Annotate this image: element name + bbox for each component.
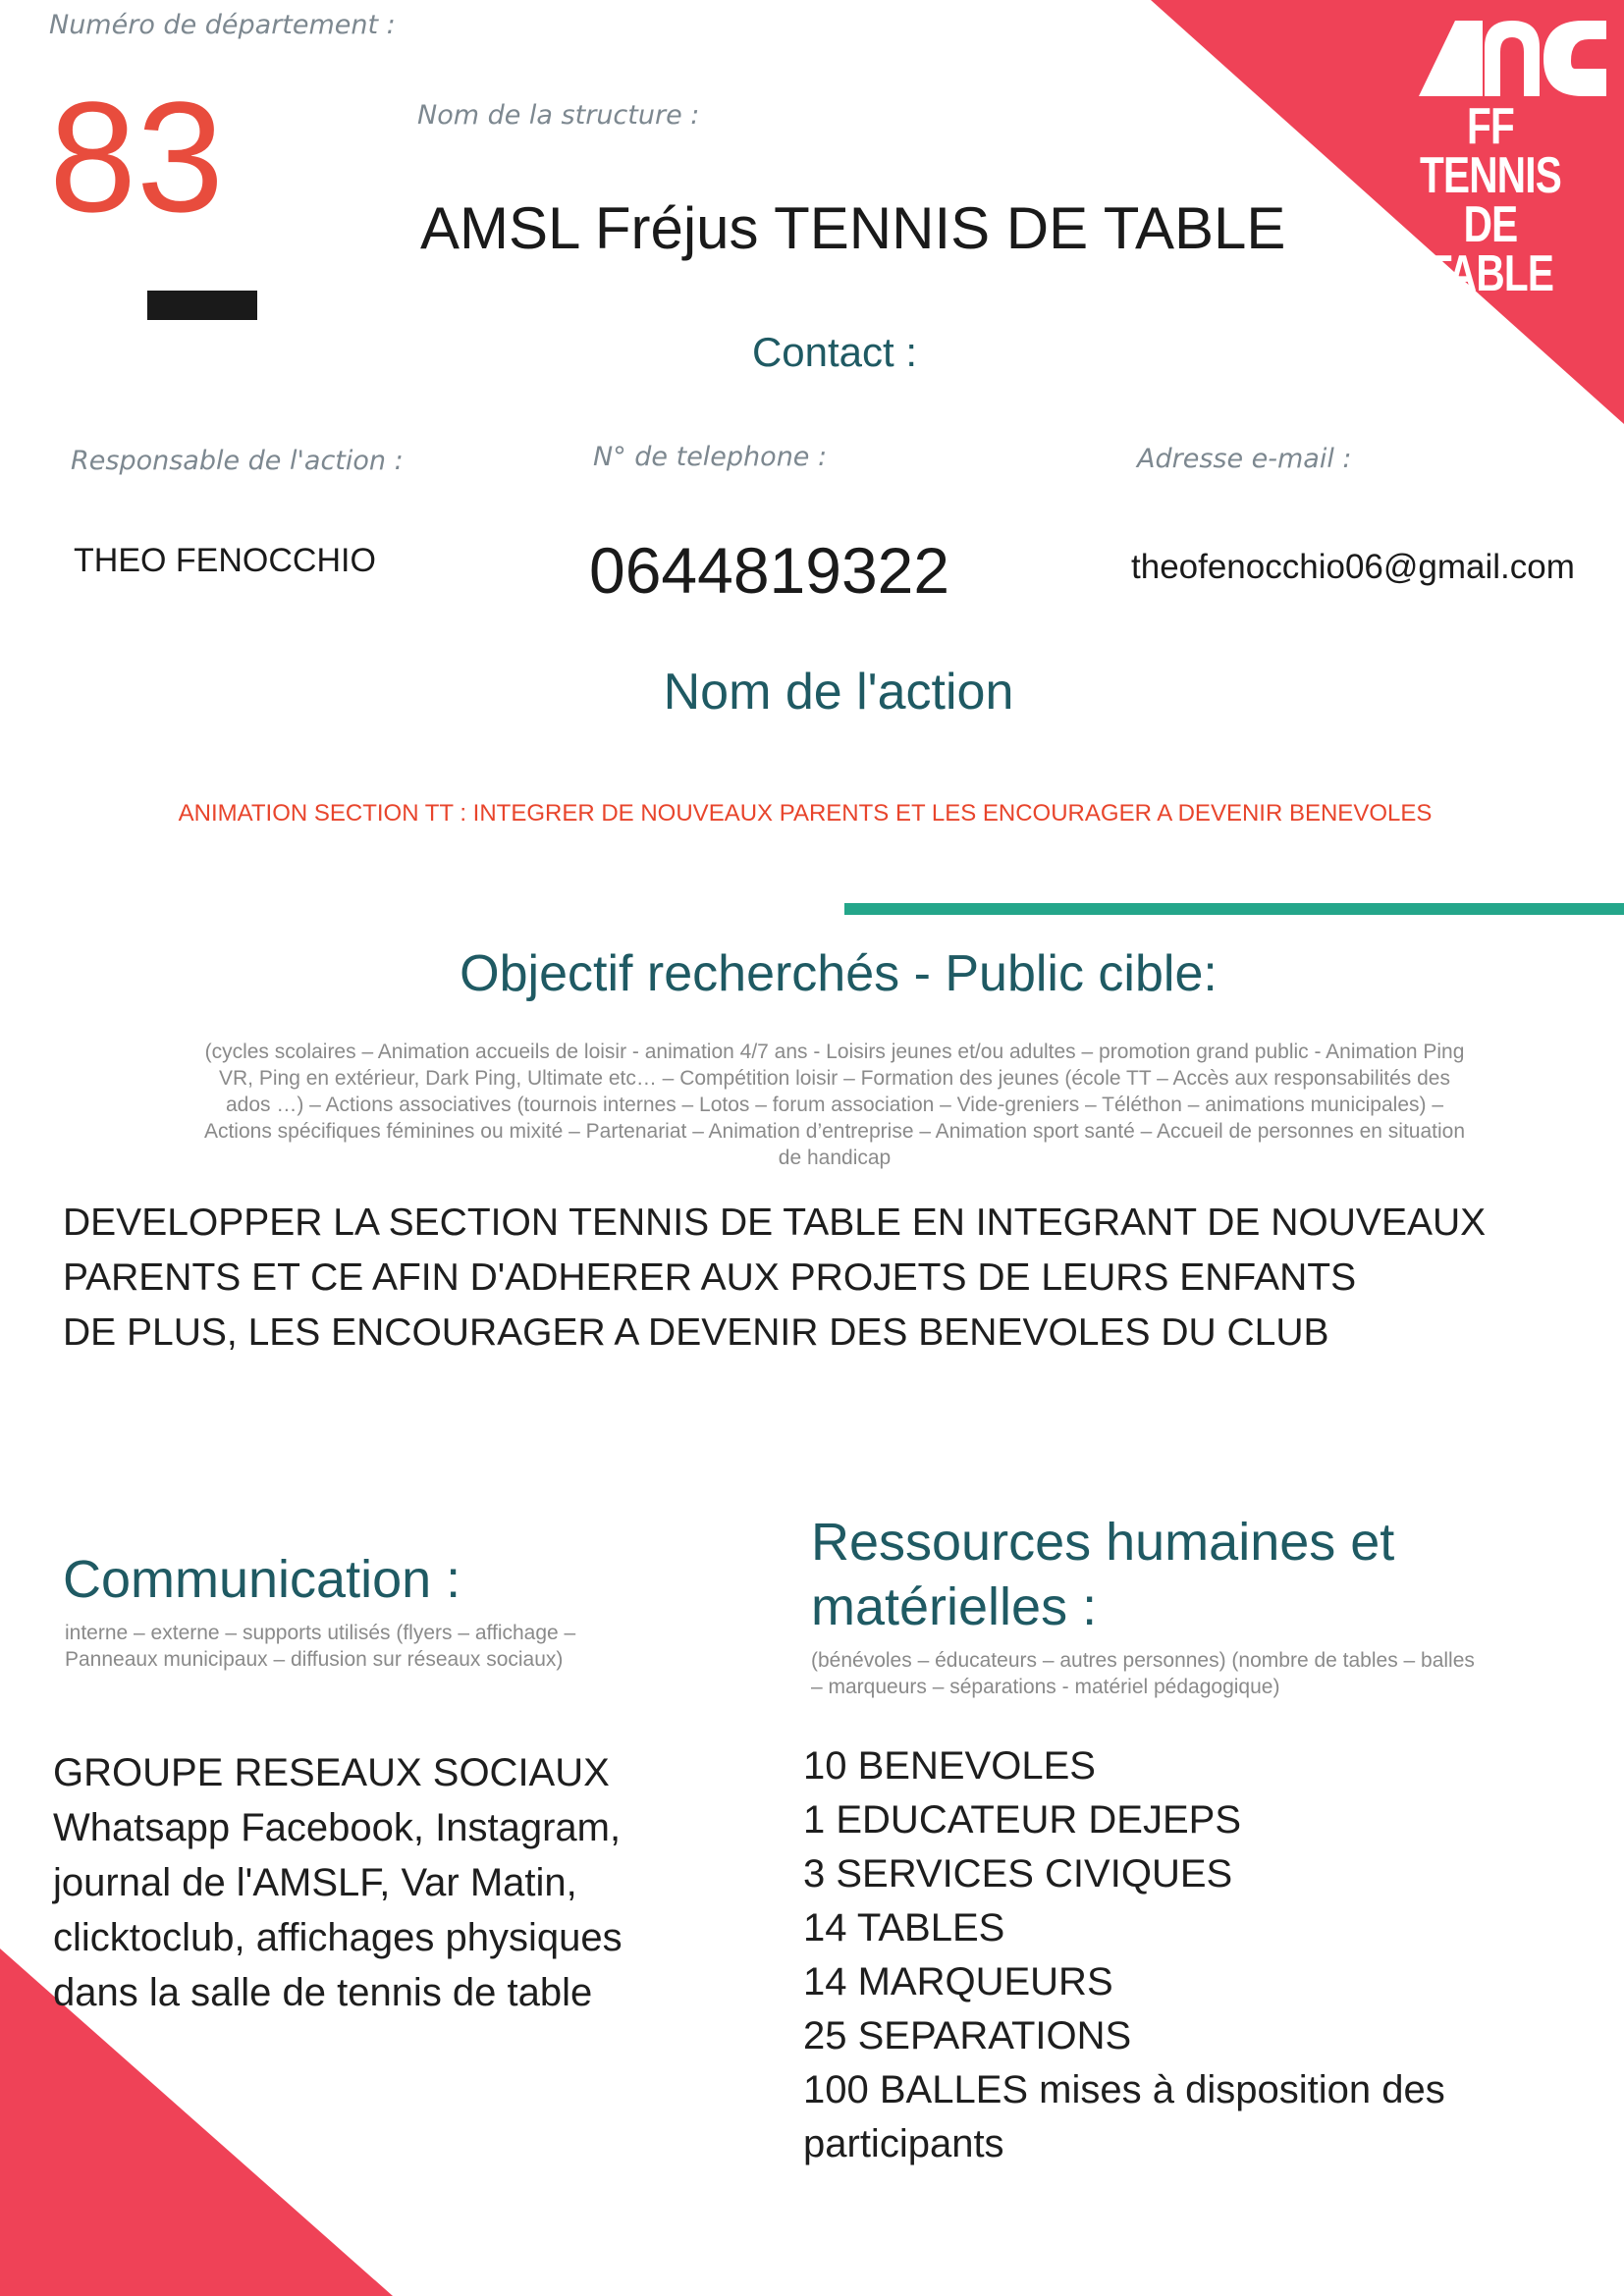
structure-name: AMSL Fréjus TENNIS DE TABLE xyxy=(420,195,1286,261)
email-label: Adresse e-mail : xyxy=(1137,444,1352,474)
communication-value-line: journal de l'AMSLF, Var Matin, xyxy=(53,1861,577,1904)
ressources-hint xyxy=(811,1647,1475,1700)
objectif-value-line: DEVELOPPER LA SECTION TENNIS DE TABLE EN INTEGRANT DE NOUVEAUX xyxy=(63,1201,1487,1244)
objectif-value-line: DE PLUS, LES ENCOURAGER A DEVENIR DES BENEVOLES DU CLUB xyxy=(63,1311,1329,1354)
contact-heading: Contact : xyxy=(751,329,918,375)
ressources-value-line: 1 EDUCATEUR DEJEPS xyxy=(803,1798,1242,1842)
communication-value-line: dans la salle de tennis de table xyxy=(53,1971,593,2014)
ressources-hint-line: (bénévoles – éducateurs – autres personnes) (nombre de tables – balles xyxy=(811,1649,1475,1672)
communication-hint-line: interne – externe – supports utilisés (flyers – affichage – xyxy=(65,1622,576,1644)
communication-hint-line: Panneaux municipaux – diffusion sur réseaux sociaux) xyxy=(65,1648,564,1671)
ressources-heading-line: Ressources humaines et xyxy=(811,1513,1395,1572)
dept-label: Numéro de département : xyxy=(49,10,396,40)
ressources-value xyxy=(803,1739,1445,2171)
structure-label: Nom de la structure : xyxy=(417,100,700,131)
responsable-label: Responsable de l'action : xyxy=(71,446,404,476)
ressources-heading-line: matérielles : xyxy=(811,1577,1098,1636)
ressources-value-line: 14 MARQUEURS xyxy=(803,1960,1113,2003)
dept-number: 83 xyxy=(49,69,224,244)
objectif-hint-line: de handicap xyxy=(778,1147,892,1169)
action-value: ANIMATION SECTION TT : INTEGRER DE NOUVEAUX PARENTS ET LES ENCOURAGER A DEVENIR BENEVOLES xyxy=(178,800,1433,827)
objectif-heading: Objectif recherchés - Public cible: xyxy=(460,945,1218,1002)
logo-text-line1: FF TENNIS xyxy=(1419,98,1562,204)
communication-value-line: clicktoclub, affichages physiques xyxy=(53,1916,623,1959)
phone-label: N° de telephone : xyxy=(593,442,828,472)
ressources-value-line: 3 SERVICES CIVIQUES xyxy=(803,1852,1233,1896)
objectif-value xyxy=(63,1196,1486,1361)
communication-value xyxy=(53,1745,623,2020)
ressources-value-line: 100 BALLES mises à disposition des xyxy=(803,2068,1445,2111)
dept-redaction-bar xyxy=(147,291,257,320)
fftt-logo-wordmark xyxy=(1414,98,1567,302)
ressources-value-line: 14 TABLES xyxy=(803,1906,1005,1949)
communication-heading: Communication : xyxy=(63,1550,461,1609)
communication-hint xyxy=(65,1620,575,1673)
objectif-hint-line: Actions spécifiques féminines ou mixité – Partenariat – Animation d’entreprise – Animation sport santé – Accueil de personnes en situation xyxy=(203,1120,1466,1143)
communication-value-line: GROUPE RESEAUX SOCIAUX xyxy=(53,1751,610,1794)
ressources-heading xyxy=(811,1510,1394,1639)
objectif-hint-line: VR, Ping en extérieur, Dark Ping, Ultimate etc… – Compétition loisir – Formation des jeunes (école TT – Accès aux responsabilités des xyxy=(219,1067,1450,1090)
section-divider xyxy=(844,903,1624,915)
phone-value: 0644819322 xyxy=(589,534,950,607)
responsable-value: THEO FENOCCHIO xyxy=(74,542,376,579)
ressources-value-line: 25 SEPARATIONS xyxy=(803,2014,1132,2057)
action-heading: Nom de l'action xyxy=(663,664,1014,721)
logo-text-line2: DE TABLE xyxy=(1427,196,1554,302)
communication-value-line: Whatsapp Facebook, Instagram, xyxy=(53,1806,622,1849)
objectif-hint-line: (cycles scolaires – Animation accueils de loisir - animation 4/7 ans - Loisirs jeunes et/ou adultes – promotion grand public - Animation Ping xyxy=(204,1041,1465,1063)
objectif-value-line: PARENTS ET CE AFIN D'ADHERER AUX PROJETS DE LEURS ENFANTS xyxy=(63,1256,1357,1299)
objectif-hint xyxy=(137,1039,1532,1171)
objectif-hint-line: ados …) – Actions associatives (tournois internes – Lotos – forum association – Vide-greniers – Téléthon – animations municipales) – xyxy=(225,1094,1444,1116)
ressources-value-line: participants xyxy=(803,2122,1004,2165)
ressources-value-line: 10 BENEVOLES xyxy=(803,1744,1096,1788)
email-value: theofenocchio06@gmail.com xyxy=(1131,548,1575,586)
ressources-hint-line: – marqueurs – séparations - matériel pédagogique) xyxy=(811,1676,1280,1698)
